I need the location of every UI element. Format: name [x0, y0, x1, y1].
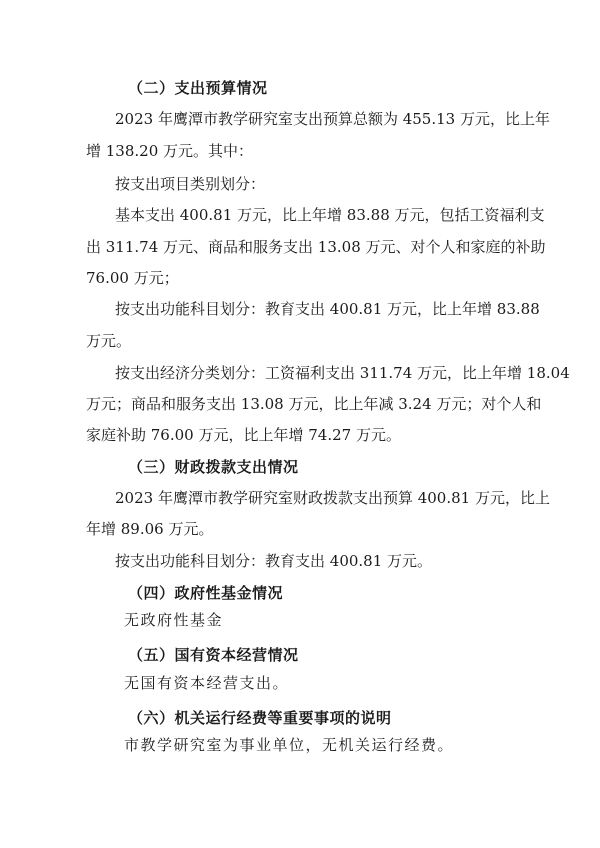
section-heading-operating-expenses: （六）机关运行经费等重要事项的说明 — [128, 709, 392, 727]
paragraph-line: 按支出功能科目划分：教育支出 400.81 万元，比上年增 83.88 — [115, 300, 540, 318]
paragraph-line: 2023 年鹰潭市教学研究室支出预算总额为 455.13 万元，比上年 — [115, 110, 550, 128]
paragraph-line: 2023 年鹰潭市教学研究室财政拨款支出预算 400.81 万元，比上 — [115, 489, 550, 507]
paragraph-line: 无国有资本经营支出。 — [124, 674, 290, 692]
paragraph-line: 按支出项目类别划分： — [115, 175, 266, 193]
paragraph-line: 年增 89.06 万元。 — [86, 520, 214, 538]
paragraph-line: 按支出经济分类划分：工资福利支出 311.74 万元，比上年增 18.04 — [115, 364, 570, 382]
paragraph-line: 万元；商品和服务支出 13.08 万元，比上年减 3.24 万元；对个人和 — [86, 395, 542, 413]
paragraph-line: 按支出功能科目划分：教育支出 400.81 万元。 — [115, 552, 433, 570]
paragraph-line: 万元。 — [86, 332, 132, 350]
section-heading-government-fund: （四）政府性基金情况 — [128, 584, 284, 602]
paragraph-line: 出 311.74 万元、商品和服务支出 13.08 万元、对个人和家庭的补助 — [86, 238, 546, 256]
section-heading-budget-expenditure: （二）支出预算情况 — [128, 79, 268, 97]
paragraph-line: 基本支出 400.81 万元，比上年增 83.88 万元，包括工资福利支 — [115, 206, 545, 224]
paragraph-line: 无政府性基金 — [124, 611, 224, 629]
section-heading-fiscal-appropriation: （三）财政拨款支出情况 — [128, 458, 299, 476]
paragraph-line: 家庭补助 76.00 万元，比上年增 74.27 万元。 — [86, 426, 401, 444]
paragraph-line: 76.00 万元； — [86, 269, 179, 287]
section-heading-state-capital: （五）国有资本经营情况 — [128, 646, 299, 664]
paragraph-line: 增 138.20 万元。其中： — [86, 142, 254, 160]
paragraph-line: 市教学研究室为事业单位，无机关运行经费。 — [124, 736, 455, 754]
